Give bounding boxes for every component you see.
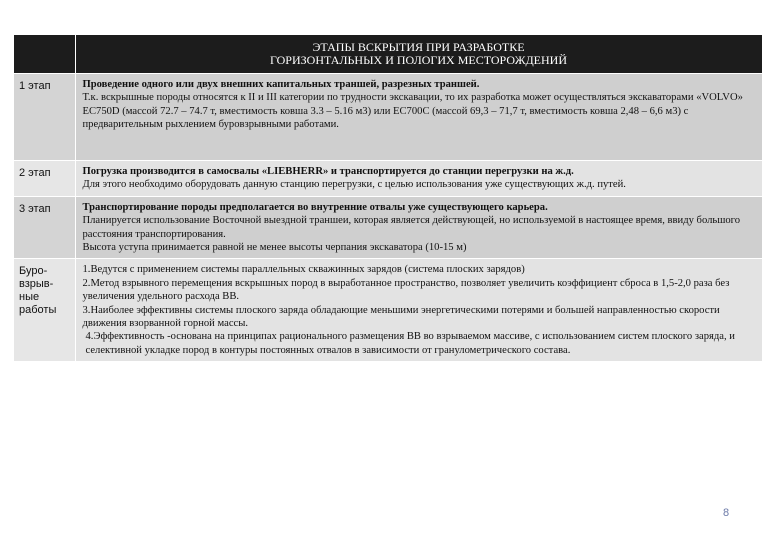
stage-label-line: ные [19, 291, 40, 304]
header-empty-cell [14, 35, 75, 74]
blasting-point-1: 1.Ведутся с применением системы параллельных скважинных зарядов (система плоских зарядов) [82, 264, 525, 276]
stage-description [75, 161, 762, 197]
stage-description [75, 74, 762, 161]
stage-description [75, 196, 762, 259]
table-row-blasting [14, 259, 762, 362]
blasting-point-2: 2.Метод взрывного перемещения вскрышных пород в выработанное пространство, позволяет увеличить коэффициент сброса в 1,5-2,0 раза без увеличения удельного расхода ВВ. [82, 277, 730, 303]
stage-lead-text: Погрузка производится в самосвалы «LIEBHERR» и транспортируется до станции перегрузки на ж.д. [82, 166, 574, 177]
table-title [75, 35, 762, 74]
table-row-stage-2 [14, 161, 762, 197]
stage-label: 1 этап [14, 74, 75, 161]
stage-label-line: Буро- [19, 265, 48, 278]
table-row-stage-1 [14, 74, 762, 161]
stage-description [75, 259, 762, 362]
stage-lead-text: Проведение одного или двух внешних капитальных траншей, разрезных траншей. [82, 79, 480, 90]
stage-detail-text: Планируется использование Восточной выездной траншеи, которая является действующей, но используемой в настоящее время, ввиду большого расстояния транспортирования. [82, 215, 741, 240]
table-title-line-1: ЭТАПЫ ВСКРЫТИЯ ПРИ РАЗРАБОТКЕ [312, 40, 525, 54]
stage-label: 2 этап [14, 161, 75, 197]
stage-label: 3 этап [14, 196, 75, 259]
stages-table [14, 35, 763, 362]
blasting-point-3: 3.Наиболее эффективны системы плоского заряда обладающие меньшими энергетическими потерями и большей направленностью скорости движения взорванной горной массы. [82, 304, 720, 330]
page-number: 8 [723, 507, 730, 519]
table-header-row [14, 35, 762, 74]
stage-lead-text: Транспортирование породы предполагается во внутренние отвалы уже существующего карьера. [82, 201, 548, 213]
stage-detail-text: Высота уступа принимается равной не менее высоты черпания экскаватора (10-15 м) [82, 242, 467, 254]
stage-label [14, 259, 75, 362]
table-title-line-2: ГОРИЗОНТАЛЬНЫХ И ПОЛОГИХ МЕСТОРОЖДЕНИЙ [270, 53, 567, 67]
blasting-point-4: 4.Эффективность -основана на принципах рационального размещения ВВ во взрываемом массиве, с использованием систем плоского заряда, и селективной укладке пород в контуры постоянных отвалов в зависимости от гранулометрического состава. [85, 331, 735, 356]
stage-label-line: взрыв- [19, 278, 54, 291]
stage-detail-text: Для этого необходимо оборудовать данную станцию перегрузки, с целью использования уже существующих ж.д. путей. [82, 179, 626, 191]
table-row-stage-3 [14, 196, 762, 259]
stage-detail-text: Т.к. вскрышные породы относятся к II и III категории по трудности экскавации, то их разработка может осуществляться экскаваторами «VOLVO» EC750D (массой 72.7 – 74.7 т, вместимость ковша 3.3 – 5.16 м3) или EC700C (массой 69,3 – 71,7 т, вместимость ковша 2,48 – 6,6 м3) с предварительным рыхлением буровзрывными работами. [82, 92, 743, 131]
stage-label-line: работы [19, 304, 57, 317]
